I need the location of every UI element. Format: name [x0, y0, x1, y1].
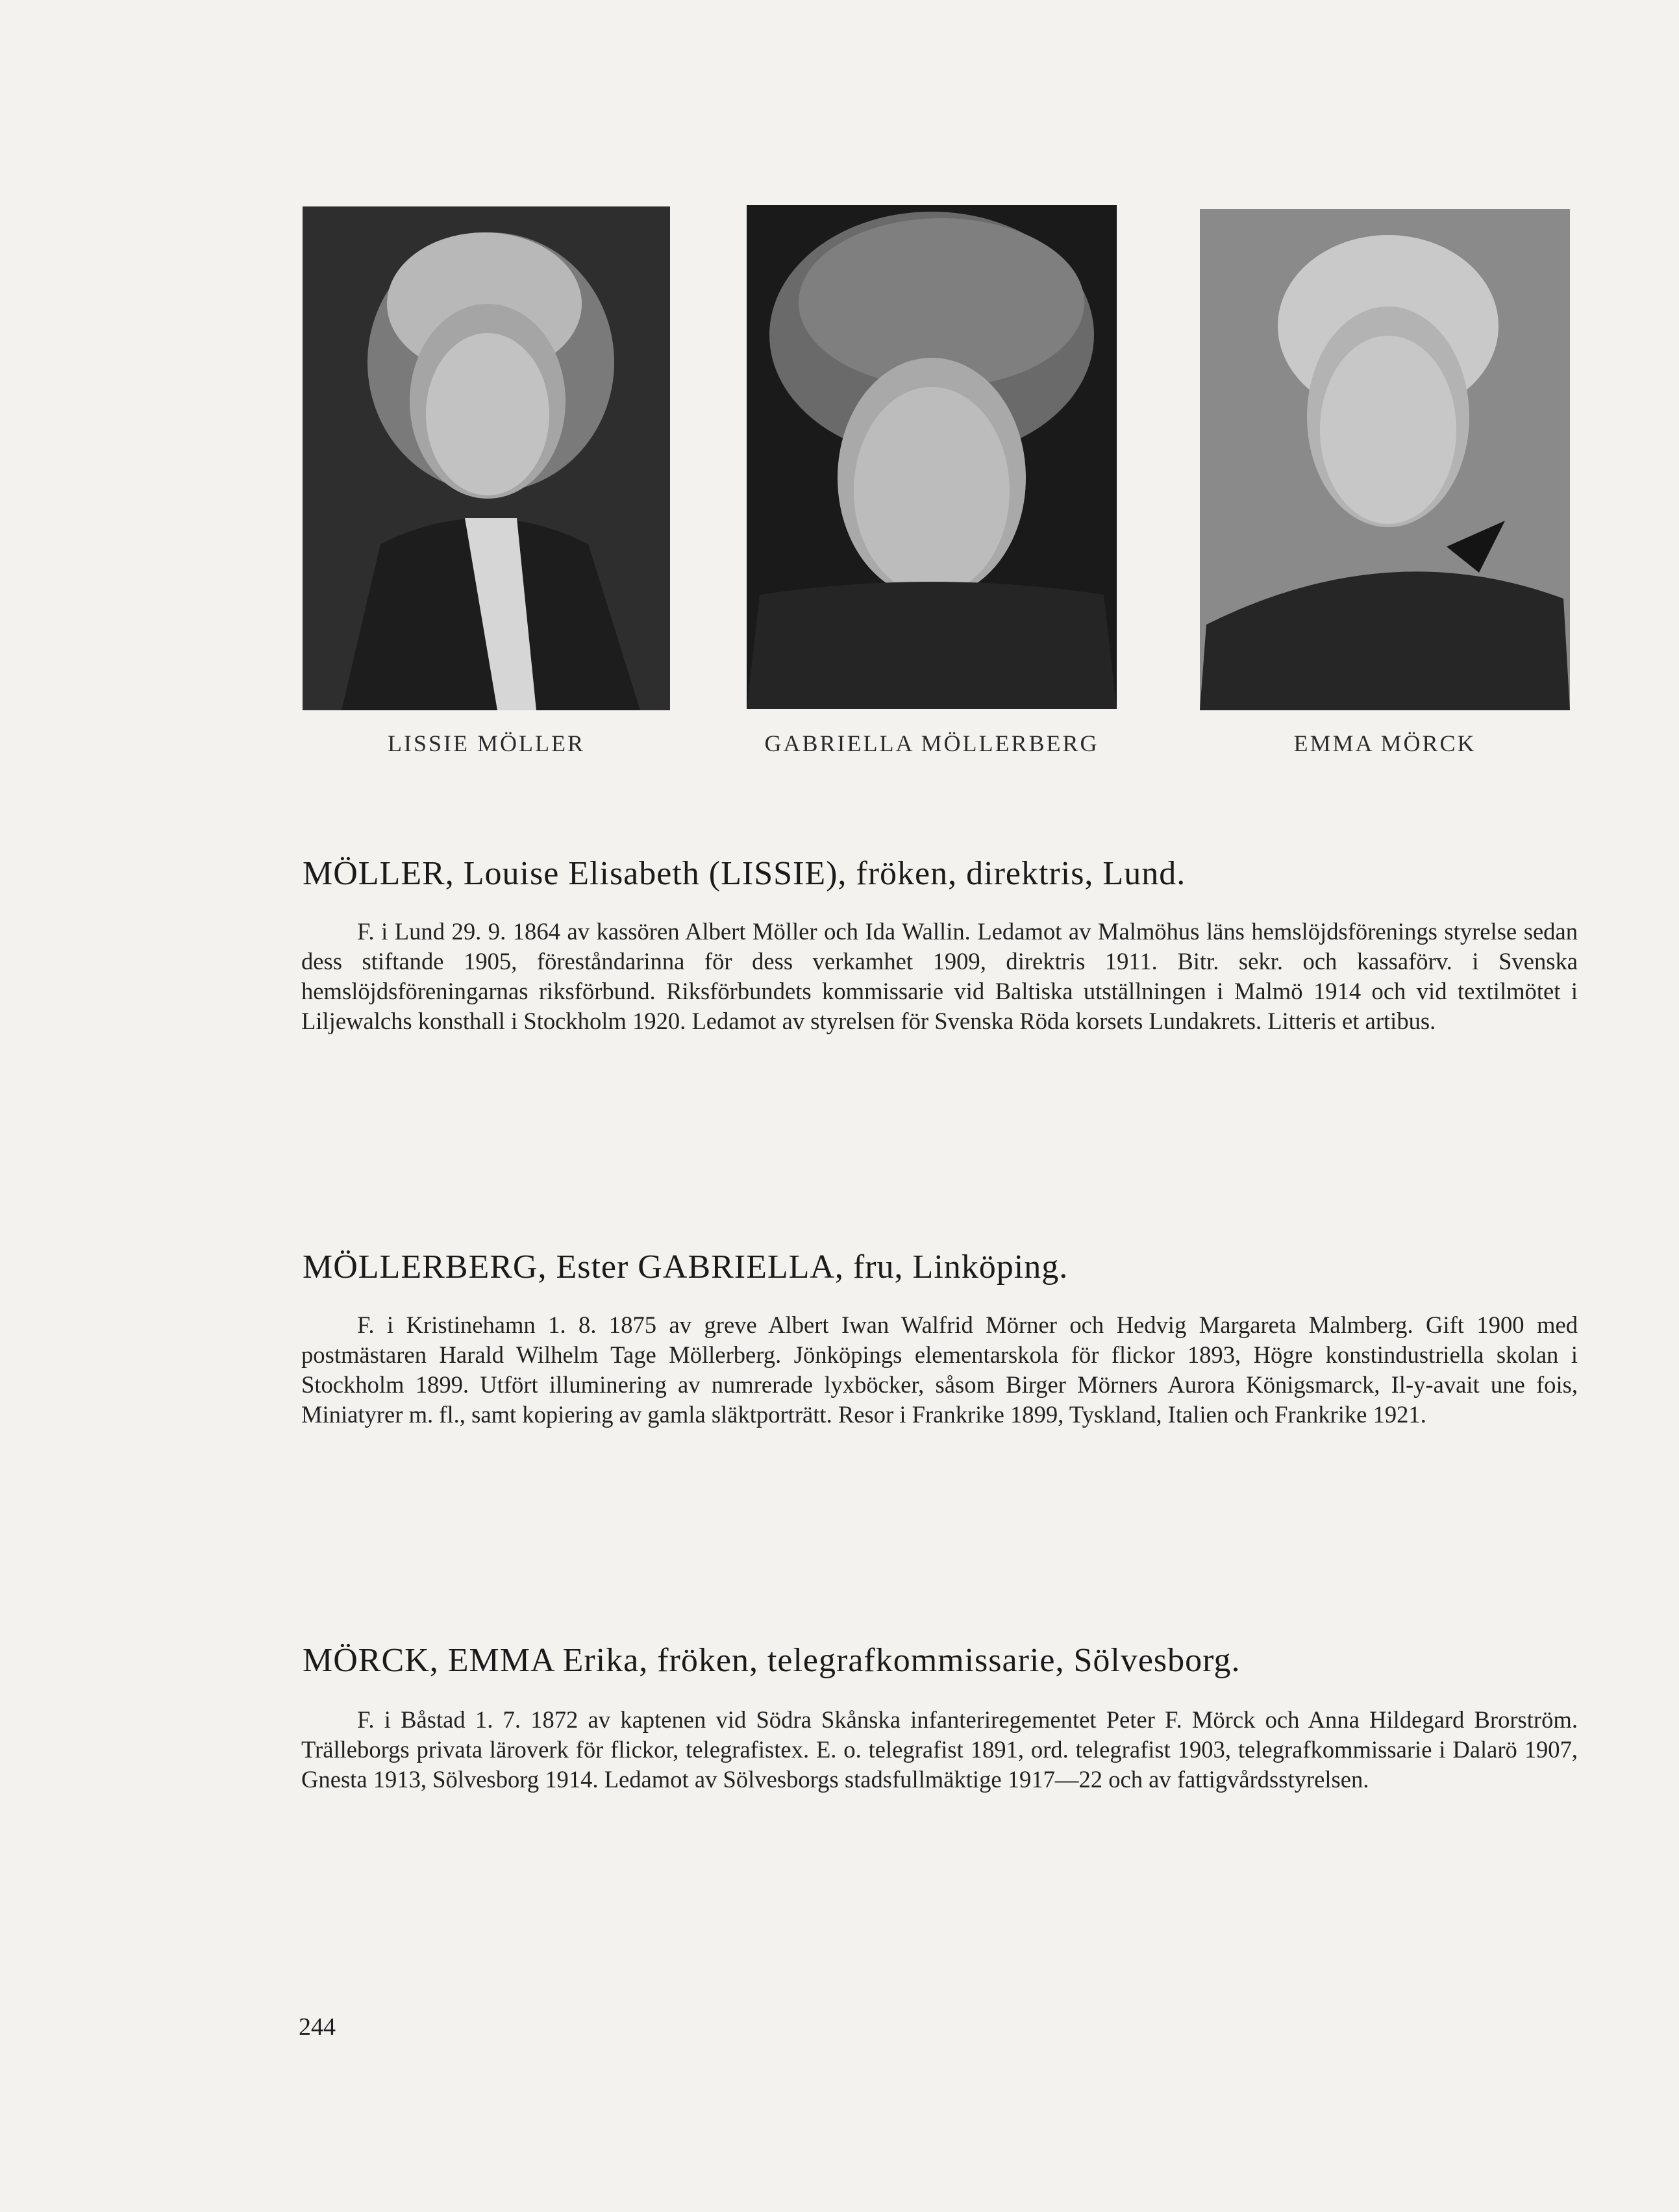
entry-body-moller: F. i Lund 29. 9. 1864 av kassören Albert Möller och Ida Wallin. Ledamot av Malmöhus läns hemslöjdsförenings styrelse sedan dess stiftande 1905, föreståndarinna för dess verkamhet 1909, direktris 1911. Bitr. sekr. och kassaförv. i Svenska hemslöjdsföreningarnas riksförbund. Riksförbundets kommissarie vid Baltiska utställningen i Malmö 1914 och vid textilmötet i Liljewalchs konsthall i Stockholm 1920. Ledamot av styrelsen för Svenska Röda korsets Lundakrets. Litteris et artibus.	[301, 918, 1578, 1034]
page-number: 244	[299, 2013, 336, 2041]
entry-heading-moller: MÖLLER, Louise Elisabeth (LISSIE), fröken, direktris, Lund.	[303, 855, 1186, 892]
caption-gabriella-mollerberg: GABRIELLA MÖLLERBERG	[764, 730, 1099, 756]
entry-heading-mollerberg: MÖLLERBERG, Ester GABRIELLA, fru, Linköping.	[303, 1249, 1069, 1286]
entry-body-mollerberg: F. i Kristinehamn 1. 8. 1875 av greve Albert Iwan Walfrid Mörner och Hedvig Margareta Malmberg. Gift 1900 med postmästaren Harald Wilhelm Tage Möllerberg. Jönköpings elementarskola för flickor 1893, Högre konstindustriella skolan i Stockholm 1899. Utfört illuminering av numrerade lyxböcker, såsom Birger Mörners Aurora Königsmarck, Il-y-avait une fois, Miniatyrer m. fl., samt kopiering av gamla släktporträtt. Resor i Frankrike 1899, Tyskland, Italien och Frankrike 1921.	[301, 1311, 1578, 1428]
portrait-lissie-moller	[303, 206, 670, 710]
entry-heading-morck: MÖRCK, EMMA Erika, fröken, telegrafkommissarie, Sölvesborg.	[303, 1642, 1241, 1679]
entry-body-morck: F. i Båstad 1. 7. 1872 av kaptenen vid Södra Skånska infanteriregementet Peter F. Mörck och Anna Hildegard Brorström. Trälleborgs privata läroverk för flickor, telegrafistex. E. o. telegrafist 1891, ord. telegrafist 1903, telegrafkommissarie i Dalarö 1907, Gnesta 1913, Sölvesborg 1914. Ledamot av Sölvesborgs stadsfullmäktige 1917—22 och av fattigvårdsstyrelsen.	[301, 1706, 1578, 1793]
portrait-gabriella-mollerberg	[747, 205, 1117, 709]
caption-lissie-moller: LISSIE MÖLLER	[388, 730, 585, 756]
caption-emma-morck: EMMA MÖRCK	[1293, 730, 1476, 756]
portrait-emma-morck	[1200, 209, 1570, 710]
